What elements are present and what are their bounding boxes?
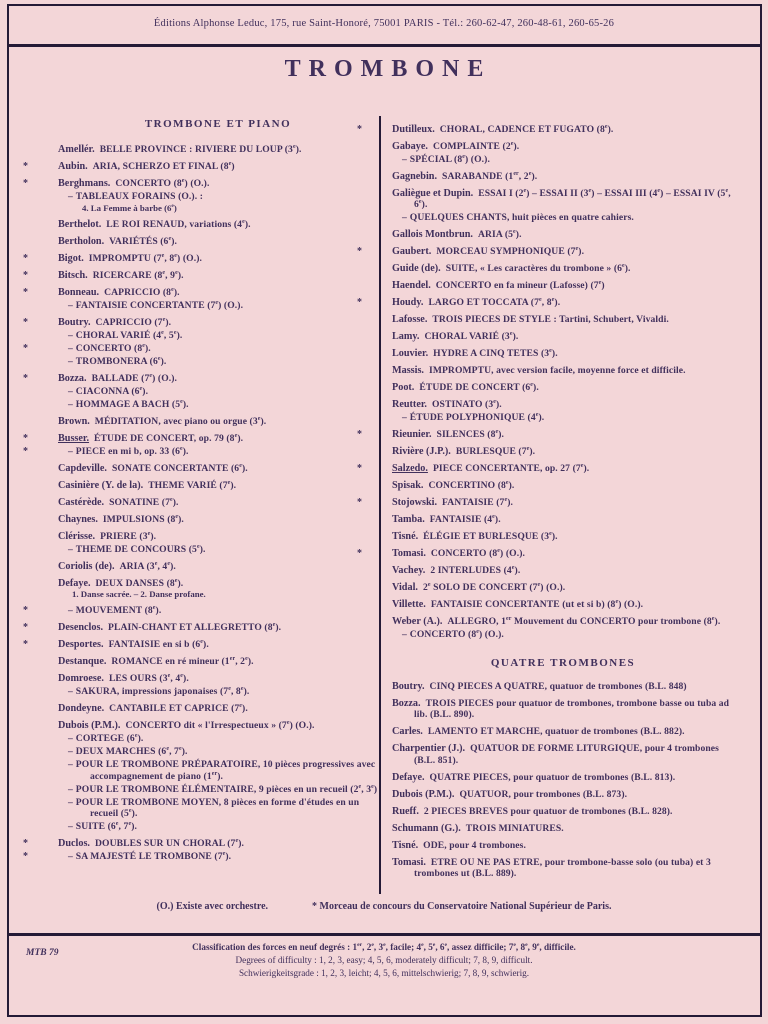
- work-title: POUR LE TROMBONE PRÉPARATOIRE, 10 pièces progressives avec accompagnement de piano (1er).: [75, 759, 376, 782]
- work-title: TROMBONERA (6e).: [75, 355, 167, 367]
- composer-name: Bozza.: [392, 697, 421, 709]
- composer-name: Bozza.: [58, 372, 87, 384]
- dash-marker: –: [68, 851, 73, 862]
- catalog-entry: [392, 772, 734, 784]
- composer-name: Carles.: [392, 726, 423, 737]
- work-title: ÉTUDE POLYPHONIQUE (4e).: [409, 411, 545, 423]
- catalog-entry: [58, 578, 378, 600]
- composer-name: Bitsch.: [58, 269, 88, 281]
- composer-name: Tomasi.: [392, 548, 426, 559]
- composer-name: Gagnebin.: [392, 170, 438, 182]
- work-title: LES OURS (3e, 4e).: [108, 672, 189, 684]
- composer-name: Tisné.: [392, 839, 419, 851]
- work-title: MORCEAU SYMPHONIQUE (7e).: [436, 245, 585, 257]
- catalog-entry: [392, 616, 734, 628]
- work-title: BELLE PROVINCE : RIVIERE DU LOUP (3e).: [99, 143, 302, 155]
- composer-name: Vachey.: [392, 565, 426, 576]
- catalog-entry: [58, 797, 378, 820]
- catalog-entry: * Desenclos. PLAIN-CHANT ET ALLEGRETTO (8e).: [23, 621, 282, 633]
- catalog-entry: [58, 544, 378, 556]
- work-title: ARIA (3e, 4e).: [119, 560, 176, 572]
- composer-name: Aubin.: [58, 161, 88, 172]
- catalog-entry: [58, 720, 378, 732]
- catalog-entry: [58, 497, 378, 509]
- work-title: SUITE (6e, 7e).: [75, 820, 137, 832]
- classification-line-fr: Classification des forces en neuf degrés : 1er, 2e, 3e, facile; 4e, 5e, 6e, assez difficile; 7e, 8e, 9e, difficile.: [192, 941, 576, 952]
- dash-marker: –: [68, 746, 73, 757]
- catalog-entry: * Rieunier. SILENCES (8e).: [357, 428, 505, 440]
- work-title: SAKURA, impressions japonaises (7e, 8e).: [75, 685, 250, 697]
- work-title: CONCERTO dit « l'Irrespectueux » (7e) (O.).: [125, 719, 315, 731]
- composer-name: Rueff.: [392, 805, 419, 817]
- catalog-entry: [392, 399, 734, 411]
- composer-name: Weber (A.).: [392, 616, 443, 627]
- catalog-entry: [392, 582, 734, 594]
- catalog-entry: [392, 698, 734, 721]
- composer-name: Berthelot.: [58, 218, 102, 230]
- composer-name: Vidal.: [392, 582, 418, 593]
- catalog-entry: [58, 561, 378, 573]
- catalog-entry: [58, 480, 378, 492]
- section-heading-quatre-trombones: QUATRE TROMBONES: [490, 656, 636, 669]
- work-title: PIECE CONCERTANTE, op. 27 (7e).: [432, 462, 590, 474]
- page-title: TROMBONE: [284, 56, 492, 82]
- catalog-entry: * Duclos. DOUBLES SUR UN CHORAL (7e).: [23, 837, 244, 849]
- composer-name: Defaye.: [392, 771, 425, 783]
- dash-marker: –: [68, 686, 73, 697]
- work-title: CONCERTO (8e) (O.).: [430, 547, 525, 559]
- work-title: LARGO ET TOCCATA (7e, 8e).: [428, 296, 561, 308]
- catalog-entry: [58, 236, 378, 248]
- catalog-entry: [392, 743, 734, 766]
- work-title: CHORAL VARIÉ (3e).: [424, 330, 519, 342]
- catalog-entry: [392, 412, 734, 424]
- composer-name: Bertholon.: [58, 235, 105, 247]
- composer-name: Reutter.: [392, 399, 427, 410]
- work-title: FANTAISIE en si b (6e).: [108, 638, 209, 650]
- work-title: CAPRICCIO (7e).: [95, 316, 172, 328]
- composer-name: Brown.: [58, 415, 90, 427]
- catalog-entry: [58, 399, 378, 411]
- work-title: SONATINE (7e).: [109, 496, 179, 508]
- work-title: ODE, pour 4 trombones.: [423, 839, 526, 851]
- composer-name: Clérisse.: [58, 530, 96, 542]
- work-title: CHORAL VARIÉ (4e, 5e).: [75, 329, 183, 341]
- catalog-entry: [58, 386, 378, 398]
- composer-name: Coriolis (de).: [58, 560, 115, 572]
- dash-marker: –: [68, 759, 73, 770]
- catalog-entry: [58, 514, 378, 526]
- work-title: DOUBLES SUR UN CHORAL (7e).: [94, 837, 244, 849]
- work-title: POUR LE TROMBONE MOYEN, 8 pièces en forme d'études en un recueil (5e).: [75, 796, 360, 819]
- dash-marker: –: [68, 355, 73, 367]
- work-title: IMPROMPTU, avec version facile, moyenne force et difficile.: [428, 365, 686, 376]
- catalog-entry: * – SA MAJESTÉ LE TROMBONE (7e).: [23, 850, 232, 862]
- composer-name: Louvier.: [392, 348, 429, 359]
- dash-marker: –: [68, 191, 73, 202]
- dash-marker: –: [402, 412, 407, 423]
- catalog-entry: * Dutilleux. CHORAL, CADENCE ET FUGATO (8e).: [357, 123, 614, 135]
- catalog-entry: [392, 480, 734, 492]
- catalog-entry: * Busser. ÉTUDE DE CONCERT, op. 79 (8e).: [23, 432, 244, 444]
- classification-line-de: Schwierigkeitsgrade : 1, 2, 3, leicht; 4, 5, 6, mittelschwierig; 7, 8, 9, schwierig.: [238, 968, 530, 978]
- work-title: IMPULSIONS (8e).: [102, 513, 184, 525]
- work-title: MOUVEMENT (8e).: [75, 604, 162, 616]
- work-title: 2 PIECES BREVES pour quatuor de trombones (B.L. 828).: [423, 805, 673, 817]
- catalog-entry: [58, 416, 378, 428]
- catalog-entry: [392, 154, 734, 166]
- composer-name: Dubois (P.M.).: [58, 720, 121, 731]
- catalog-entry: * Desportes. FANTAISIE en si b (6e).: [23, 638, 209, 650]
- catalog-entry: [392, 141, 734, 153]
- composer-name: Capdeville.: [58, 462, 107, 474]
- work-title: 2 INTERLUDES (4e).: [430, 564, 521, 576]
- catalog-entry: * Salzedo. PIECE CONCERTANTE, op. 27 (7e).: [357, 462, 590, 474]
- composer-name: Amellér.: [58, 144, 95, 155]
- work-title: HYDRE A CINQ TETES (3e).: [433, 347, 558, 359]
- work-title: DEUX MARCHES (6e, 7e).: [75, 745, 188, 757]
- catalog-entry: * Tomasi. CONCERTO (8e) (O.).: [357, 547, 525, 559]
- composer-name: Schumann (G.).: [392, 822, 461, 834]
- composer-name: Houdy.: [392, 297, 424, 308]
- catalog-entry: [58, 733, 378, 745]
- dash-marker: –: [68, 796, 73, 808]
- work-title: FANTAISIE (4e).: [429, 513, 501, 525]
- dash-marker: –: [68, 733, 73, 744]
- publisher-line: Éditions Alphonse Leduc, 175, rue Saint-Honoré, 75001 PARIS - Tél.: 260-62-47, 260-48-61, 260-65-26: [153, 18, 615, 29]
- catalog-entry: * – CONCERTO (8e).: [23, 342, 151, 354]
- footer-rule: [7, 933, 762, 936]
- catalog-entry: [58, 144, 378, 156]
- catalog-entry: [392, 681, 734, 693]
- composer-name: Desenclos.: [58, 622, 103, 633]
- catalog-entry: [392, 823, 734, 835]
- work-title: QUATRE PIECES, pour quatuor de trombones (B.L. 813).: [429, 771, 676, 783]
- dash-marker: –: [68, 821, 73, 832]
- composer-name: Tisné.: [392, 531, 419, 542]
- work-title: QUELQUES CHANTS, huit pièces en quatre cahiers.: [409, 212, 634, 223]
- composer-name: Galiègue et Dupin.: [392, 187, 474, 199]
- dash-marker: –: [402, 212, 407, 223]
- dash-marker: –: [68, 445, 73, 457]
- work-title: BALLADE (7e) (O.).: [91, 372, 178, 384]
- dash-marker: –: [402, 153, 407, 165]
- work-title: QUATUOR, pour trombones (B.L. 873).: [459, 788, 628, 800]
- composer-name: Charpentier (J.).: [392, 743, 466, 754]
- work-title: FANTAISIE CONCERTANTE (7e) (O.).: [75, 299, 244, 311]
- dash-marker: –: [68, 299, 73, 311]
- catalog-entry: [392, 348, 734, 360]
- work-subtitle: 4. La Femme à barbe (6e): [82, 202, 177, 213]
- work-title: IMPROMPTU (7e, 8e) (O.).: [88, 252, 202, 264]
- catalog-entry: [392, 789, 734, 801]
- composer-name: Stojowski.: [392, 497, 438, 508]
- dash-marker: –: [68, 543, 73, 555]
- work-title: FANTAISIE CONCERTANTE (ut et si b) (8e) (O.).: [430, 598, 644, 610]
- work-subtitle: 1. Danse sacrée. – 2. Danse profane.: [72, 589, 206, 599]
- composer-name: Gaubert.: [392, 246, 432, 257]
- trombone-piano-list-continued: [357, 123, 734, 641]
- composer-name: Boutry.: [58, 316, 91, 328]
- composer-name: Busser.: [58, 432, 90, 444]
- section-heading-trombone-piano: TROMBONE ET PIANO: [144, 118, 292, 130]
- dash-marker: –: [402, 629, 407, 640]
- catalog-entry: * Gaubert. MORCEAU SYMPHONIQUE (7e).: [357, 245, 585, 257]
- composer-name: Dutilleux.: [392, 123, 435, 135]
- work-title: DEUX DANSES (8e).: [95, 577, 184, 589]
- trombone-piano-list: [23, 143, 378, 863]
- work-title: QUATUOR DE FORME LITURGIQUE, pour 4 trombones (B.L. 851).: [414, 743, 719, 766]
- catalog-entry: [58, 821, 378, 833]
- work-title: VARIÉTÉS (6e).: [109, 235, 177, 247]
- composer-name: Boutry.: [392, 680, 425, 692]
- work-title: ESSAI I (2e) – ESSAI II (3e) – ESSAI III (4e) – ESSAI IV (5e, 6e).: [414, 187, 731, 210]
- work-title: PRIERE (3e).: [100, 530, 157, 542]
- legend-row: [0, 901, 768, 912]
- catalog-entry: [392, 726, 734, 738]
- catalog-entry: * – PIECE en mi b, op. 33 (6e).: [23, 445, 189, 457]
- composer-name: Lamy.: [392, 331, 420, 342]
- catalog-entry: [392, 629, 734, 641]
- work-title: ÉTUDE DE CONCERT (6e).: [419, 381, 539, 393]
- catalog-entry: [58, 531, 378, 543]
- work-title: THEME VARIÉ (7e).: [148, 479, 237, 491]
- composer-name: Domroese.: [58, 673, 104, 684]
- catalog-entry: [392, 599, 734, 611]
- work-title: SONATE CONCERTANTE (6e).: [111, 462, 248, 474]
- right-column: [357, 118, 734, 880]
- work-title: HOMMAGE A BACH (5e).: [75, 398, 189, 410]
- classification-line-en: Degrees of difficulty : 1, 2, 3, easy; 4, 5, 6, moderately difficult; 7, 8, 9, difficult.: [235, 955, 533, 965]
- composer-name: Casinière (Y. de la).: [58, 479, 144, 491]
- work-title: CONCERTO (8e) (O.).: [115, 177, 210, 189]
- composer-name: Poot.: [392, 382, 415, 393]
- catalog-entry: [58, 759, 378, 782]
- composer-name: Dondeyne.: [58, 703, 105, 714]
- work-title: COMPLAINTE (2e).: [432, 140, 520, 152]
- catalog-entry: [58, 300, 378, 312]
- catalog-entry: [58, 330, 378, 342]
- dash-marker: –: [68, 398, 73, 410]
- catalog-entry: [392, 280, 734, 292]
- catalog-entry: [58, 656, 378, 668]
- legend-orchestra-note: (O.) Existe avec orchestre.: [156, 901, 269, 912]
- catalog-entry: * Bigot. IMPROMPTU (7e, 8e) (O.).: [23, 252, 202, 264]
- work-title: CONCERTINO (8e).: [428, 479, 515, 491]
- composer-name: Villette.: [392, 599, 426, 610]
- work-title: LAMENTO ET MARCHE, quatuor de trombones (B.L. 882).: [427, 726, 685, 737]
- composer-name: Massis.: [392, 365, 424, 376]
- composer-name: Defaye.: [58, 577, 91, 589]
- composer-name: Lafosse.: [392, 314, 428, 325]
- work-title: TABLEAUX FORAINS (O.). :: [75, 191, 204, 202]
- work-title: FANTAISIE (7e).: [442, 496, 513, 508]
- work-title: CINQ PIECES A QUATRE, quatuor de trombones (B.L. 848): [429, 680, 687, 692]
- catalog-entry: * Bonneau. CAPRICCIO (8e).: [23, 286, 180, 298]
- composer-name: Tamba.: [392, 514, 425, 525]
- catalog-entry: * Bitsch. RICERCARE (8e, 9e).: [23, 269, 184, 281]
- catalog-entry: [58, 784, 378, 796]
- catalog-entry: [392, 531, 734, 543]
- work-title: SPÉCIAL (8e) (O.).: [409, 153, 490, 165]
- catalog-entry: [392, 382, 734, 394]
- composer-name: Bonneau.: [58, 286, 100, 298]
- composer-name: Bigot.: [58, 252, 84, 264]
- catalog-entry: [392, 857, 734, 880]
- work-title: RICERCARE (8e, 9e).: [92, 269, 184, 281]
- work-title: SARABANDE (1er, 2e).: [442, 170, 538, 182]
- work-title: SA MAJESTÉ LE TROMBONE (7e).: [75, 850, 232, 862]
- plate-number: MTB 79: [26, 948, 59, 958]
- work-title: SILENCES (8e).: [436, 428, 505, 440]
- work-title: PLAIN-CHANT ET ALLEGRETTO (8e).: [108, 621, 282, 633]
- catalog-entry: * – MOUVEMENT (8e).: [23, 604, 162, 616]
- composer-name: Salzedo.: [392, 463, 428, 474]
- legend-concours-note: * Morceau de concours du Conservatoire National Supérieur de Paris.: [312, 901, 612, 912]
- work-title: CHORAL, CADENCE ET FUGATO (8e).: [439, 123, 614, 135]
- catalog-entry: [58, 686, 378, 698]
- work-title: CANTABILE ET CAPRICE (7e).: [109, 702, 248, 714]
- catalog-entry: [392, 188, 734, 211]
- work-title: ARIA, SCHERZO ET FINAL (8e): [92, 160, 235, 172]
- dash-marker: –: [68, 605, 73, 616]
- work-title: CIACONNA (6e).: [75, 385, 149, 397]
- catalog-entry: [392, 171, 734, 183]
- composer-name: Gallois Montbrun.: [392, 229, 473, 240]
- dash-marker: –: [68, 342, 73, 354]
- work-title: CONCERTO en fa mineur (Lafosse) (7e): [435, 279, 605, 291]
- catalog-entry: [58, 356, 378, 368]
- composer-name: Duclos.: [58, 838, 90, 849]
- catalog-entry: [58, 219, 378, 231]
- composer-name: Guide (de).: [392, 263, 441, 274]
- catalog-entry: * Aubin. ARIA, SCHERZO ET FINAL (8e): [23, 160, 235, 172]
- composer-name: Gabaye.: [392, 140, 428, 152]
- column-divider: [379, 116, 381, 894]
- catalog-entry: [392, 806, 734, 818]
- header-rule: [7, 44, 762, 47]
- work-title: TROIS PIECES DE STYLE : Tartini, Schubert, Vivaldi.: [432, 314, 669, 325]
- composer-name: Tomasi.: [392, 856, 426, 868]
- work-title: CORTEGE (6e).: [75, 732, 144, 744]
- work-title: ETRE OU NE PAS ETRE, pour trombone-basse solo (ou tuba) et 3 trombones ut (B.L. 889).: [414, 856, 711, 879]
- catalog-entry: [392, 229, 734, 241]
- catalog-entry: [392, 446, 734, 458]
- work-title: SUITE, « Les caractères du trombone » (6e).: [445, 262, 631, 274]
- catalog-entry: [392, 314, 734, 326]
- work-title: 2e SOLO DE CONCERT (7e) (O.).: [422, 581, 566, 593]
- work-title: CONCERTO (8e) (O.).: [409, 628, 504, 640]
- work-title: MÉDITATION, avec piano ou orgue (3e).: [94, 415, 267, 427]
- footer-block: [0, 941, 768, 980]
- work-title: TROIS MINIATURES.: [465, 822, 564, 834]
- catalog-entry: [392, 263, 734, 275]
- composer-name: Chaynes.: [58, 513, 98, 525]
- composer-name: Destanque.: [58, 656, 107, 667]
- work-title: POUR LE TROMBONE ÉLÉMENTAIRE, 9 pièces en un recueil (2e, 3e): [75, 783, 378, 795]
- composer-name: Berghmans.: [58, 178, 111, 189]
- catalog-entry: [58, 191, 378, 213]
- catalog-entry: * Houdy. LARGO ET TOCCATA (7e, 8e).: [357, 296, 561, 308]
- catalog-entry: [392, 840, 734, 852]
- dash-marker: –: [68, 783, 73, 795]
- quatre-trombones-list: [392, 681, 734, 880]
- work-title: THEME DE CONCOURS (5e).: [75, 543, 206, 555]
- work-title: ARIA (5e).: [477, 228, 522, 240]
- work-title: ALLEGRO, 1er Mouvement du CONCERTO pour trombone (8e).: [447, 615, 721, 627]
- work-title: TROIS PIECES pour quatuor de trombones, trombone basse ou tuba ad lib. (B.L. 890).: [414, 697, 730, 720]
- composer-name: Rivière (J.P.).: [392, 446, 451, 457]
- catalog-entry: * Berghmans. CONCERTO (8e) (O.).: [23, 177, 210, 189]
- work-title: BURLESQUE (7e).: [455, 445, 536, 457]
- work-title: ROMANCE en ré mineur (1er, 2e).: [111, 655, 254, 667]
- catalog-entry: * Boutry. CAPRICCIO (7e).: [23, 316, 172, 328]
- composer-name: Spisak.: [392, 480, 424, 491]
- work-title: LE ROI RENAUD, variations (4e).: [106, 218, 251, 230]
- work-title: OSTINATO (3e).: [431, 398, 502, 410]
- catalog-entry: [58, 746, 378, 758]
- catalog-entry: [392, 365, 734, 377]
- dash-marker: –: [68, 329, 73, 341]
- dash-marker: –: [68, 385, 73, 397]
- catalog-entry: [392, 212, 734, 224]
- catalog-entry: [392, 565, 734, 577]
- work-title: ÉLÉGIE ET BURLESQUE (3e).: [423, 530, 558, 542]
- catalog-entry: [58, 673, 378, 685]
- work-title: PIECE en mi b, op. 33 (6e).: [75, 445, 189, 457]
- catalog-entry: [58, 703, 378, 715]
- composer-name: Dubois (P.M.).: [392, 788, 455, 800]
- catalog-entry: [392, 514, 734, 526]
- catalog-entry: [392, 331, 734, 343]
- composer-name: Haendel.: [392, 280, 431, 291]
- catalog-entry: * Stojowski. FANTAISIE (7e).: [357, 496, 513, 508]
- catalog-entry: * Bozza. BALLADE (7e) (O.).: [23, 372, 178, 384]
- catalog-entry: [58, 463, 378, 475]
- composer-name: Castérède.: [58, 496, 105, 508]
- work-title: CAPRICCIO (8e).: [104, 286, 180, 298]
- composer-name: Rieunier.: [392, 429, 432, 440]
- work-title: ÉTUDE DE CONCERT, op. 79 (8e).: [94, 432, 244, 444]
- trombone-piano-column: [23, 118, 378, 863]
- composer-name: Desportes.: [58, 639, 104, 650]
- work-title: CONCERTO (8e).: [75, 342, 151, 354]
